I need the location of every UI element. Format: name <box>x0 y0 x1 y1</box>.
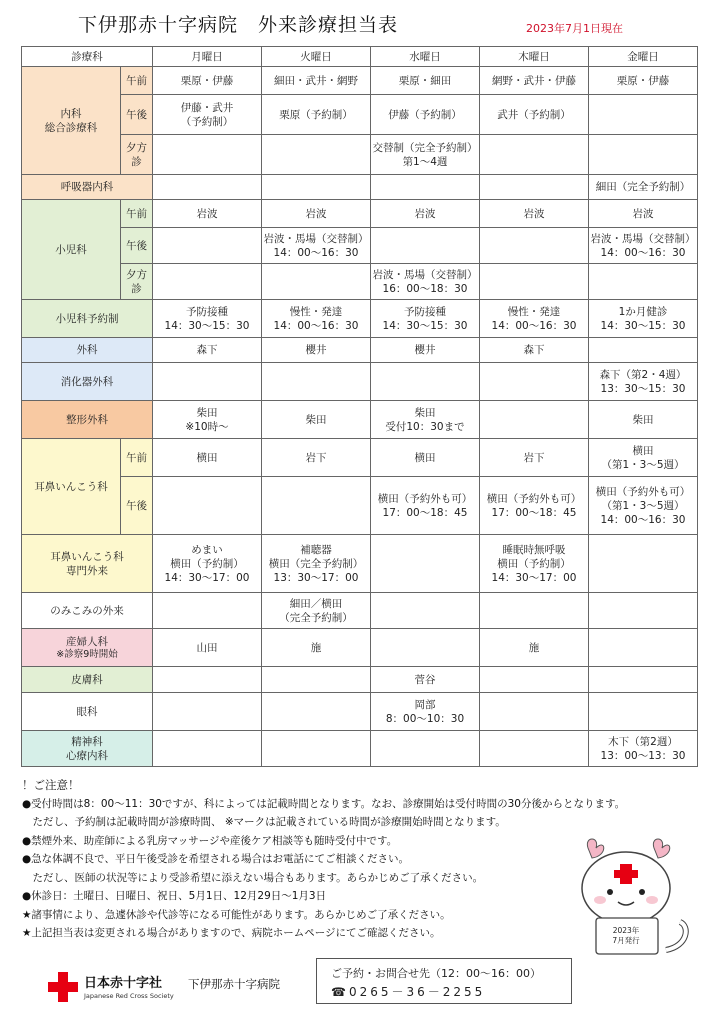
day-tue: 火曜日 <box>262 47 371 67</box>
cell: 伊藤・武井 （予約制） <box>153 95 262 135</box>
cell: 岩波 <box>589 200 698 228</box>
cell: 交替制（完全予約制） 第1～4週 <box>371 135 480 175</box>
mascot-illustration <box>570 830 696 970</box>
seikei-row <box>22 401 698 439</box>
cell: 武井（予約制） <box>480 95 589 135</box>
kokyuki-row <box>22 175 698 200</box>
cell <box>262 135 371 175</box>
cell: 岩波 <box>262 200 371 228</box>
slot-am: 午前 <box>121 67 153 95</box>
shonika-am-row <box>22 200 698 228</box>
cell: 栗原・細田 <box>371 67 480 95</box>
slot-pm: 午後 <box>121 228 153 264</box>
cell: 伊藤（予約制） <box>371 95 480 135</box>
cell: 横田（予約外も可） （第1・3～5週） 14：00～16：30 <box>589 477 698 535</box>
cell <box>589 95 698 135</box>
cell: 岩波・馬場（交替制） 14：00～16：30 <box>589 228 698 264</box>
contact-box <box>316 958 572 1004</box>
sanfu-row <box>22 629 698 667</box>
dept-shonika-yoyaku: 小児科予約制 <box>22 300 153 338</box>
note-line: ●休診日：土曜日、日曜日、祝日、5月1日、12月29日～1月3日 <box>22 890 327 902</box>
day-thu: 木曜日 <box>480 47 589 67</box>
dept-geka: 外科 <box>22 338 153 363</box>
ganka-row <box>22 693 698 731</box>
cell: 補聴器 横田（完全予約制） 13：30～17：00 <box>262 535 371 593</box>
cell: 栗原・伊藤 <box>589 67 698 95</box>
header-row <box>22 47 698 67</box>
cell: 森下（第2・4週） 13：30～15：30 <box>589 363 698 401</box>
cell: 山田 <box>153 629 262 667</box>
note-line: ただし、予約制は記載時間が診療時間、 ※マークは記載されている時間が診療開始時間となります。 <box>22 816 506 828</box>
day-fri: 金曜日 <box>589 47 698 67</box>
dept-ganka: 眼科 <box>22 693 153 731</box>
slot-pm: 午後 <box>121 477 153 535</box>
contact-label: ご予約・お問合せ先（12：00～16：00） <box>331 967 541 980</box>
cell: 岩下 <box>480 439 589 477</box>
hospital-name: 下伊那赤十字病院 <box>188 977 280 991</box>
dept-shokaki: 消化器外科 <box>22 363 153 401</box>
cell: 柴田 ※10時～ <box>153 401 262 439</box>
slot-ev: 夕方診 <box>121 135 153 175</box>
cell: 森下 <box>480 338 589 363</box>
header <box>0 0 724 46</box>
cell: 菅谷 <box>371 667 480 693</box>
day-wed: 水曜日 <box>371 47 480 67</box>
jibi-senmon-row <box>22 535 698 593</box>
cell: 横田（予約外も可） 17：00～18：45 <box>371 477 480 535</box>
dept-seikei: 整形外科 <box>22 401 153 439</box>
hifu-row <box>22 667 698 693</box>
note-line: ●急な体調不良で、平日午後受診を希望される場合はお電話にてご相談ください。 <box>22 853 409 865</box>
cell <box>589 135 698 175</box>
naika-ev-row <box>22 135 698 175</box>
logo-text-jp: 日本赤十字社 <box>84 976 163 991</box>
cell: 岩波 <box>371 200 480 228</box>
cell: 櫻井 <box>371 338 480 363</box>
note-line: ★上記担当表は変更される場合がありますので、病院ホームページにてご確認ください。 <box>22 927 441 939</box>
phone-number: ☎0265－36－2255 <box>331 985 486 999</box>
cell: 木下（第2週） 13：00～13：30 <box>589 731 698 767</box>
cell: 森下 <box>153 338 262 363</box>
dept-jibi-senmon: 耳鼻いんこう科 専門外来 <box>22 535 153 593</box>
slot-ev: 夕方診 <box>121 264 153 300</box>
cell: 柴田 <box>262 401 371 439</box>
cell: めまい 横田（予約制） 14：30～17：00 <box>153 535 262 593</box>
shonika-pm-row <box>22 228 698 264</box>
cell: 横田 <box>371 439 480 477</box>
cell <box>153 135 262 175</box>
cell: 予防接種 14：30～15：30 <box>371 300 480 338</box>
page-title: 下伊那赤十字病院 外来診療担当表 <box>78 14 399 36</box>
cell: 柴田 受付10：30まで <box>371 401 480 439</box>
cell: 予防接種 14：30～15：30 <box>153 300 262 338</box>
dept-header: 診療科 <box>22 47 153 67</box>
cell: 岩波 <box>480 200 589 228</box>
cell: 睡眠時無呼吸 横田（予約制） 14：30～17：00 <box>480 535 589 593</box>
shonika-yoyaku-row <box>22 300 698 338</box>
naika-pm-row <box>22 95 698 135</box>
dept-hifu: 皮膚科 <box>22 667 153 693</box>
seishin-row <box>22 731 698 767</box>
day-mon: 月曜日 <box>153 47 262 67</box>
cell <box>589 338 698 363</box>
note-line: ●受付時間は8：00～11：30ですが、科によっては記載時間となります。なお、診療開始は受付時間の30分後からとなります。 <box>22 797 626 810</box>
dept-shonika: 小児科 <box>22 200 121 300</box>
jrc-logo <box>48 970 178 1004</box>
note-line: ★諸事情により、急遽休診や代診等になる可能性があります。あらかじめご了承ください。 <box>22 908 451 921</box>
schedule-table <box>21 46 698 767</box>
cell: 横田 （第1・3～5週） <box>589 439 698 477</box>
dept-sanfu: 産婦人科 ※診察9時開始 <box>22 629 153 667</box>
cell <box>480 135 589 175</box>
cell: 横田 <box>153 439 262 477</box>
dept-kokyuki: 呼吸器内科 <box>22 175 153 200</box>
cell: 慢性・発達 14：00～16：30 <box>262 300 371 338</box>
cell: 網野・武井・伊藤 <box>480 67 589 95</box>
cell: 横田（予約外も可） 17：00～18：45 <box>480 477 589 535</box>
dept-nomikomi: のみこみの外来 <box>22 593 153 629</box>
cell: 栗原（予約制） <box>262 95 371 135</box>
geka-row <box>22 338 698 363</box>
dept-jibi: 耳鼻いんこう科 <box>22 439 121 535</box>
dept-naika: 内科 総合診療科 <box>22 67 121 175</box>
cell: 細田（完全予約制） <box>589 175 698 200</box>
jibi-pm-row <box>22 477 698 535</box>
notes-title: ！ご注意！ <box>22 778 80 792</box>
cell: 岩波・馬場（交替制） 14：00～16：30 <box>262 228 371 264</box>
cell: 細田・武井・網野 <box>262 67 371 95</box>
note-line: ただし、医師の状況等により受診希望に添えない場合もあります。あらかじめご了承ください。 <box>22 871 484 884</box>
issue-badge: 2023年 7月発行 <box>612 926 640 945</box>
cell: 1か月健診 14：30～15：30 <box>589 300 698 338</box>
cell: 岩下 <box>262 439 371 477</box>
jibi-am-row <box>22 439 698 477</box>
cell: 櫻井 <box>262 338 371 363</box>
nomikomi-row <box>22 593 698 629</box>
cell: 柴田 <box>589 401 698 439</box>
slot-am: 午前 <box>121 439 153 477</box>
as-of-date: 2023年7月1日現在 <box>526 22 623 35</box>
cell: 細田／横田 （完全予約制） <box>262 593 371 629</box>
dept-seishin: 精神科 心療内科 <box>22 731 153 767</box>
naika-am-row <box>22 67 698 95</box>
cell: 栗原・伊藤 <box>153 67 262 95</box>
shokaki-row <box>22 363 698 401</box>
slot-pm: 午後 <box>121 95 153 135</box>
shonika-ev-row <box>22 264 698 300</box>
cell: 岩波・馬場（交替制） 16：00～18：30 <box>371 264 480 300</box>
cell: 慢性・発達 14：00～16：30 <box>480 300 589 338</box>
slot-am: 午前 <box>121 200 153 228</box>
cell: 岡部 8：00～10：30 <box>371 693 480 731</box>
red-cross-icon <box>48 972 78 1002</box>
cell: 岩波 <box>153 200 262 228</box>
logo-text-en: Japanese Red Cross Society <box>84 992 174 1000</box>
cell: 施 <box>262 629 371 667</box>
note-line: ●禁煙外来、助産師による乳房マッサージや産後ケア相談等も随時受付中です。 <box>22 834 398 847</box>
cell: 施 <box>480 629 589 667</box>
